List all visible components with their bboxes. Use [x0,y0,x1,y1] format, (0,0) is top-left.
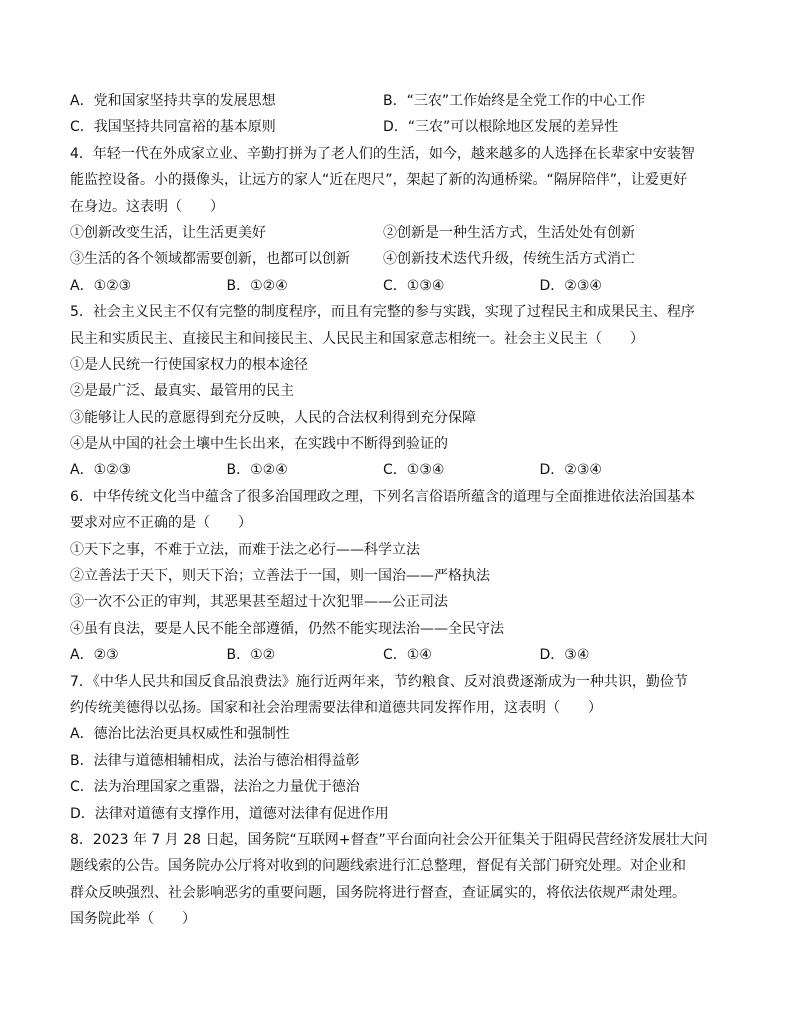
q5-item-1: ①是人民统一行使国家权力的根本途径 [70,356,308,373]
q4-stem-line: 在身边。这表明（ ） [70,198,224,215]
q6-item-3: ③一次不公正的审判，其恶果甚至超过十次犯罪——公正司法 [70,594,448,611]
q6-option-c: C．①④ [383,647,432,664]
q4-option-a: A．①②③ [70,277,132,294]
q6-stem-line: 6．中华传统文化当中蕴含了很多治国理政之理，下列名言俗语所蕴含的道理与全面推进依法治国基本 [70,488,695,505]
q4-item-4: ④创新技术迭代升级，传统生活方式消亡 [383,251,635,268]
q3-option-d: D．“三农”可以根除地区发展的差异性 [383,119,619,136]
q3-options-row-1 [70,88,735,114]
q3-options-row-2 [70,114,735,140]
q5-stem-line: 民主和实质民主、直接民主和间接民主、人民民主和国家意志相统一。社会主义民主（ ） [70,330,644,347]
q4-item-1: ①创新改变生活，让生活更美好 [70,224,266,241]
q5-options [70,457,735,483]
q6-item-4: ④虽有良法，要是人民不能全部遵循，仍然不能实现法治——全民守法 [70,620,504,637]
q3-option-a: A．党和国家坚持共享的发展思想 [70,93,276,109]
q6-options [70,642,735,668]
q8-stem-line: 8．2023 年 7 月 28 日起，国务院“互联网+督查”平台面向社会公开征集关于阻碍民营经济发展壮大问 [70,831,708,848]
q4-option-c: C．①③④ [383,277,445,294]
q8-stem-line: 国务院此举（ ） [70,911,196,928]
q5-option-b: B．①②④ [226,462,288,479]
q5-item-3: ③能够让人民的意愿得到充分反映，人民的合法权利得到充分保障 [70,409,476,426]
q4-option-b: B．①②④ [226,277,288,294]
q4-item-2: ②创新是一种生活方式，生活处处有创新 [383,224,635,241]
q4-stem-line: 能监控设备。小的摄像头，让远方的家人“近在咫尺”，架起了新的沟通桥梁。“隔屏陪伴”，让爱更好 [70,172,688,189]
q5-option-c: C．①③④ [383,462,445,479]
q6-option-b: B．①② [226,647,276,664]
exam-page [70,88,735,933]
q6-option-a: A．②③ [70,647,119,664]
q8-stem-line: 群众反映强烈、社会影响恶劣的重要问题，国务院将进行督查，查证属实的，将依法依规严肃处理。 [70,884,686,901]
q8-stem-line: 题线索的公告。国务院办公厅将对收到的问题线索进行汇总整理，督促有关部门研究处理。对企业和 [70,858,686,875]
q4-options [70,273,735,299]
q7-option-b: B．法律与道德相辅相成，法治与德治相得益彰 [70,752,360,769]
q4-option-d: D．②③④ [539,277,602,294]
q7-option-d: D．法律对道德有支撑作用，道德对法律有促进作用 [70,805,389,822]
q4-stem-line: 4．年轻一代在外成家立业、辛勤打拼为了老人们的生活，如今，越来越多的人选择在长辈家中安装智 [70,145,695,162]
q5-item-2: ②是最广泛、最真实、最管用的民主 [70,383,294,400]
q7-stem-line: 约传统美德得以弘扬。国家和社会治理需要法律和道德共同发挥作用，这表明（ ） [70,699,602,716]
q4-item-3: ③生活的各个领域都需要创新，也都可以创新 [70,251,350,268]
q4-items-row [70,220,735,246]
q6-option-d: D．③④ [539,647,590,664]
q7-stem-line: 7．《中华人民共和国反食品浪费法》施行近两年来，节约粮食、反对浪费逐渐成为一种共识，勤俭节 [70,673,688,690]
q5-item-4: ④是从中国的社会土壤中生长出来，在实践中不断得到验证的 [70,436,448,453]
q3-option-b: B．“三农”工作始终是全党工作的中心工作 [383,93,646,109]
q6-item-2: ②立善法于天下，则天下治；立善法于一国，则一国治——严格执法 [70,568,490,585]
q5-stem-line: 5．社会主义民主不仅有完整的制度程序，而且有完整的参与实践，实现了过程民主和成果民主、程序 [70,304,695,321]
q5-option-a: A．①②③ [70,462,132,479]
q7-option-c: C．法为治理国家之重器，法治之力量优于德治 [70,779,360,796]
q6-item-1: ①天下之事，不难于立法，而难于法之必行——科学立法 [70,541,420,558]
q7-option-a: A．德治比法治更具权威性和强制性 [70,726,290,743]
q3-option-c: C．我国坚持共同富裕的基本原则 [70,119,276,136]
q4-items-row [70,246,735,272]
q5-option-d: D．②③④ [539,462,602,479]
q6-stem-line: 要求对应不正确的是（ ） [70,515,252,532]
